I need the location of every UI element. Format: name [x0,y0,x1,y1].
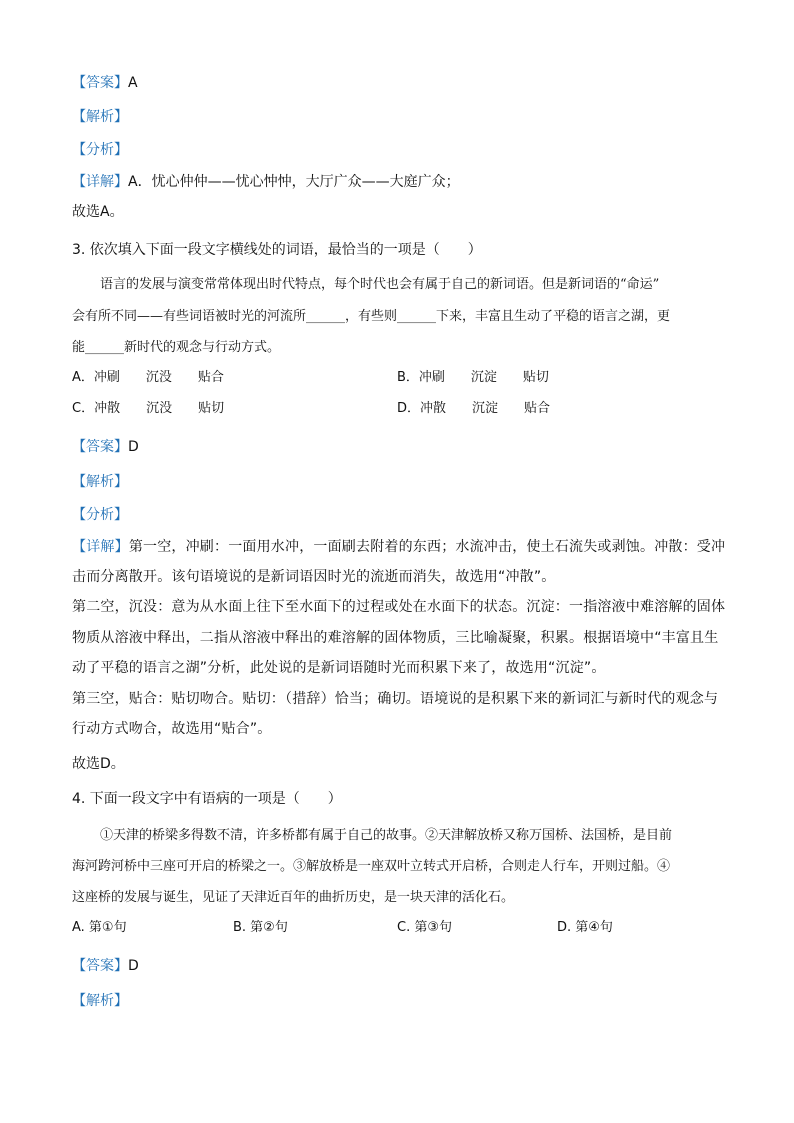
q3-detail-line: 第三空，贴合：贴切吻合。贴切：（措辞）恰当；确切。语境说的是积累下来的新词汇与新时代的观念与 [72,691,719,707]
q2-conclusion: 故选A。 [72,204,124,220]
q2-answer-line [72,73,138,93]
q3-detail-line: 击而分离散开。该句语境说的是新词语因时光的流逝而消失，故选用“冲散”。 [72,569,556,585]
q3-conclusion: 故选D。 [72,756,125,772]
q4-option-c: C. 第③句 [397,920,452,935]
q3-passage-line: 语言的发展与演变常常体现出时代特点，每个时代也会有属于自己的新词语。但是新词语的“命运” [100,277,660,292]
review-tag: 【分析】 [72,507,128,523]
q3-detail-line: 行动方式吻合，故选用“贴合”。 [72,721,272,737]
q4-option-d: D. 第④句 [557,920,613,935]
q3-answer-line [72,437,139,457]
q3-option-c: C．冲散 沉没 贴切 [72,401,225,416]
answer-value: D [128,439,139,455]
q3-stem: 3. 依次填入下面一段文字横线处的词语，最恰当的一项是（ ） [72,242,482,258]
q3-option-a: A．冲刷 沉没 贴合 [72,370,224,385]
analysis-tag: 【解析】 [72,109,128,125]
q4-answer-line [72,956,139,976]
analysis-tag: 【解析】 [72,474,128,490]
q3-detail-line: 动了平稳的语言之湖”分析，此处说的是新词语随时光而积累下来了，故选用“沉淀”。 [72,660,606,676]
detail-tag: 【详解】 [72,174,128,190]
detail-text: 第一空，冲刷：一面用水冲，一面刷去附着的东西；水流冲击，使土石流失或剥蚀。冲散：受冲 [128,539,726,555]
review-tag: 【分析】 [72,142,128,158]
q4-passage-line: 这座桥的发展与诞生，见证了天津近百年的曲折历史，是一块天津的活化石。 [72,890,515,905]
answer-tag: 【答案】 [72,958,128,974]
q2-detail-line [72,172,460,192]
q3-option-d: D．冲散 沉淀 贴合 [397,401,551,416]
q3-detail-line: 第二空，沉没：意为从水面上往下至水面下的过程或处在水面下的状态。沉淀：一指溶液中难溶解的固体 [72,599,726,615]
q3-detail-line: 物质从溶液中释出，二指从溶液中释出的难溶解的固体物质，三比喻凝聚，积累。根据语境中“丰富且生 [72,630,719,646]
q3-passage-line: 能______新时代的观念与行动方式。 [72,340,281,355]
detail-tag: 【详解】 [72,539,129,555]
answer-value: A [128,75,138,91]
q4-option-b: B. 第②句 [233,920,288,935]
q4-passage-line: ①天津的桥梁多得数不清，许多桥都有属于自己的故事。②天津解放桥又称万国桥、法国桥，是目前 [100,828,673,843]
answer-tag: 【答案】 [72,439,128,455]
q4-passage-line: 海河跨河桥中三座可开启的桥梁之一。③解放桥是一座双叶立转式开启桥，合则走人行车，开则过船。④ [72,859,671,874]
answer-tag: 【答案】 [72,75,128,91]
q4-option-a: A. 第①句 [72,920,127,935]
q3-passage-line: 会有所不同——有些词语被时光的河流所______，有些则______下来，丰富且生动了平稳的语言之湖，更 [72,309,671,324]
q3-detail-line [72,537,725,557]
q4-stem: 4. 下面一段文字中有语病的一项是（ ） [72,791,342,807]
detail-text: A．忧心仲仲——忧心忡忡，大厅广众——大庭广众； [128,174,460,190]
answer-value: D [128,958,139,974]
q3-option-b: B．冲刷 沉淀 贴切 [397,370,549,385]
analysis-tag: 【解析】 [72,993,128,1009]
